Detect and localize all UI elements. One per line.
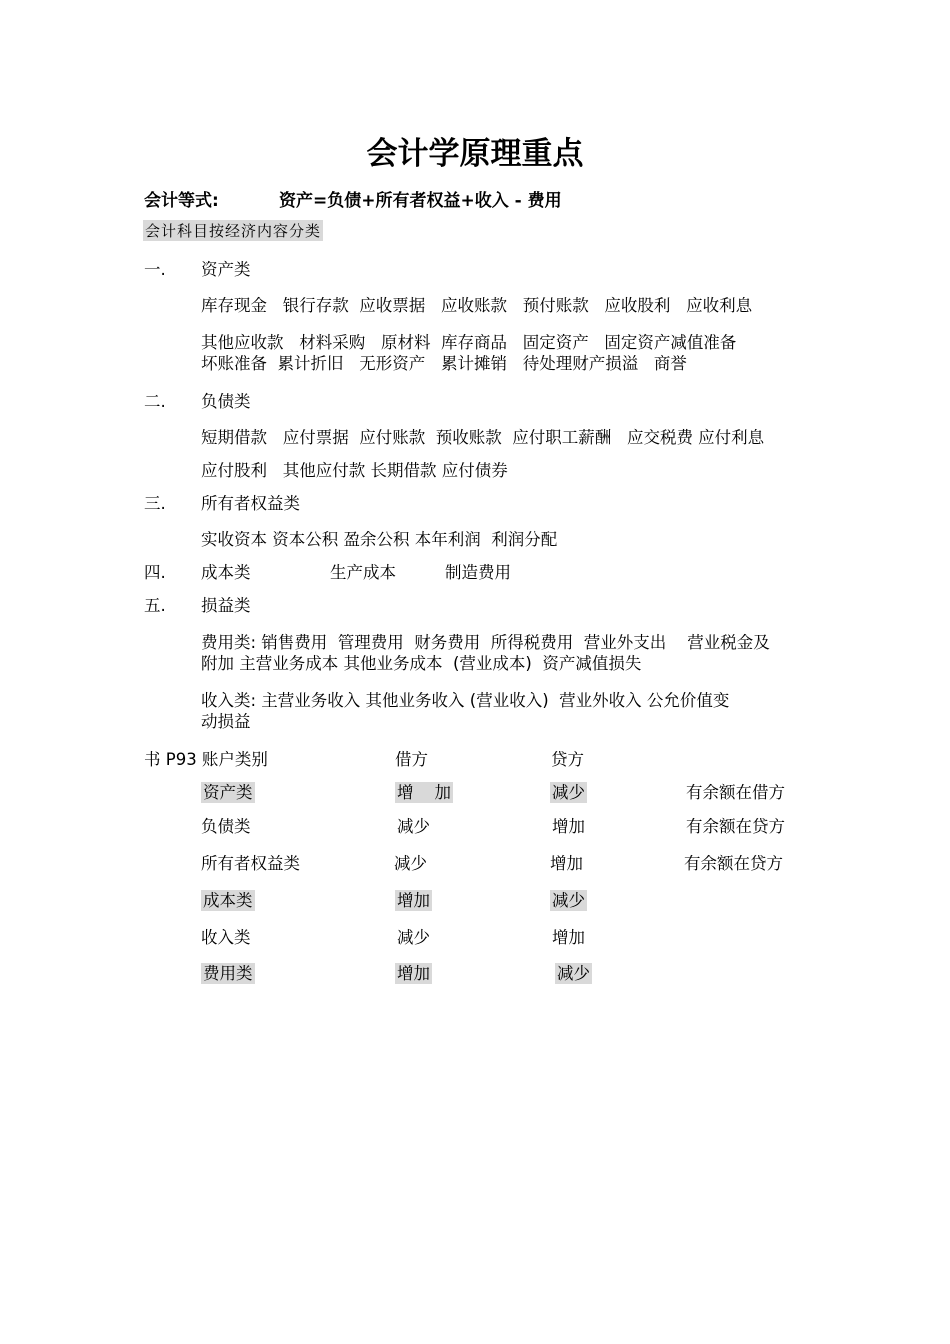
section-5-income-line-2: 动损益: [201, 712, 251, 731]
table-row-6-credit: 减少: [557, 964, 590, 983]
table-row-3-debit: 减少: [394, 854, 427, 873]
section-5-expense-line-2: 附加 主营业务成本 其他业务成本 (营业成本) 资产减值损失: [201, 654, 642, 673]
section-1-line-1: 库存现金 银行存款 应收票据 应收账款 预付账款 应收股利 应收利息: [201, 296, 753, 315]
equation-label: 会计等式:: [144, 191, 219, 211]
table-row-2-type: 负债类: [201, 817, 251, 836]
section-3-line-1: 实收资本 资本公积 盈余公积 本年利润 利润分配: [201, 530, 558, 549]
table-row-3-balance: 有余额在贷方: [684, 854, 783, 873]
page-title: 会计学原理重点: [366, 136, 584, 172]
table-row-5-debit: 减少: [397, 928, 430, 947]
table-row-2-balance: 有余额在贷方: [686, 817, 785, 836]
table-row-2-credit: 增加: [552, 817, 585, 836]
section-1-number: 一.: [144, 260, 166, 279]
section-2-line-2: 应付股利 其他应付款 长期借款 应付债券: [201, 461, 508, 480]
section-2-line-1: 短期借款 应付票据 应付账款 预收账款 应付职工薪酬 应交税费 应付利息: [201, 428, 765, 447]
section-1-line-3: 坏账准备 累计折旧 无形资产 累计摊销 待处理财产损溢 商誉: [201, 354, 687, 373]
section-3-number: 三.: [144, 494, 166, 513]
classification-heading: 会计科目按经济内容分类: [145, 222, 322, 240]
table-row-1-debit: 增 加: [397, 783, 451, 802]
table-row-4-debit: 增加: [397, 891, 430, 910]
table-row-1-balance: 有余额在借方: [686, 783, 785, 802]
table-row-4-type: 成本类: [203, 891, 253, 910]
section-1-line-2: 其他应收款 材料采购 原材料 库存商品 固定资产 固定资产减值准备: [201, 333, 737, 352]
table-row-6-debit: 增加: [397, 964, 430, 983]
table-header-credit: 贷方: [551, 750, 584, 769]
section-2-name: 负债类: [201, 392, 251, 411]
table-row-3-credit: 增加: [550, 854, 583, 873]
table-row-6-type: 费用类: [203, 964, 253, 983]
section-4-item-1: 生产成本: [330, 563, 396, 582]
equation-formula: 资产=负债+所有者权益+收入 - 费用: [279, 191, 562, 211]
section-4-number: 四.: [144, 563, 166, 582]
table-header-debit: 借方: [395, 750, 428, 769]
table-row-1-type: 资产类: [203, 783, 253, 802]
section-1-name: 资产类: [201, 260, 251, 279]
table-row-5-type: 收入类: [201, 928, 251, 947]
table-row-5-credit: 增加: [552, 928, 585, 947]
section-4-name: 成本类: [201, 563, 251, 582]
section-4-item-2: 制造费用: [445, 563, 511, 582]
table-row-3-type: 所有者权益类: [201, 854, 300, 873]
section-5-name: 损益类: [201, 596, 251, 615]
table-header-label: 书 P93 账户类别: [144, 750, 268, 769]
section-2-number: 二.: [144, 392, 166, 411]
section-5-number: 五.: [144, 596, 166, 615]
table-row-1-credit: 减少: [552, 783, 585, 802]
table-row-4-credit: 减少: [552, 891, 585, 910]
section-5-income-line-1: 收入类: 主营业务收入 其他业务收入 (营业收入) 营业外收入 公允价值变: [201, 691, 730, 710]
section-3-name: 所有者权益类: [201, 494, 300, 513]
section-5-expense-line-1: 费用类: 销售费用 管理费用 财务费用 所得税费用 营业外支出 营业税金及: [201, 633, 770, 652]
table-row-2-debit: 减少: [397, 817, 430, 836]
